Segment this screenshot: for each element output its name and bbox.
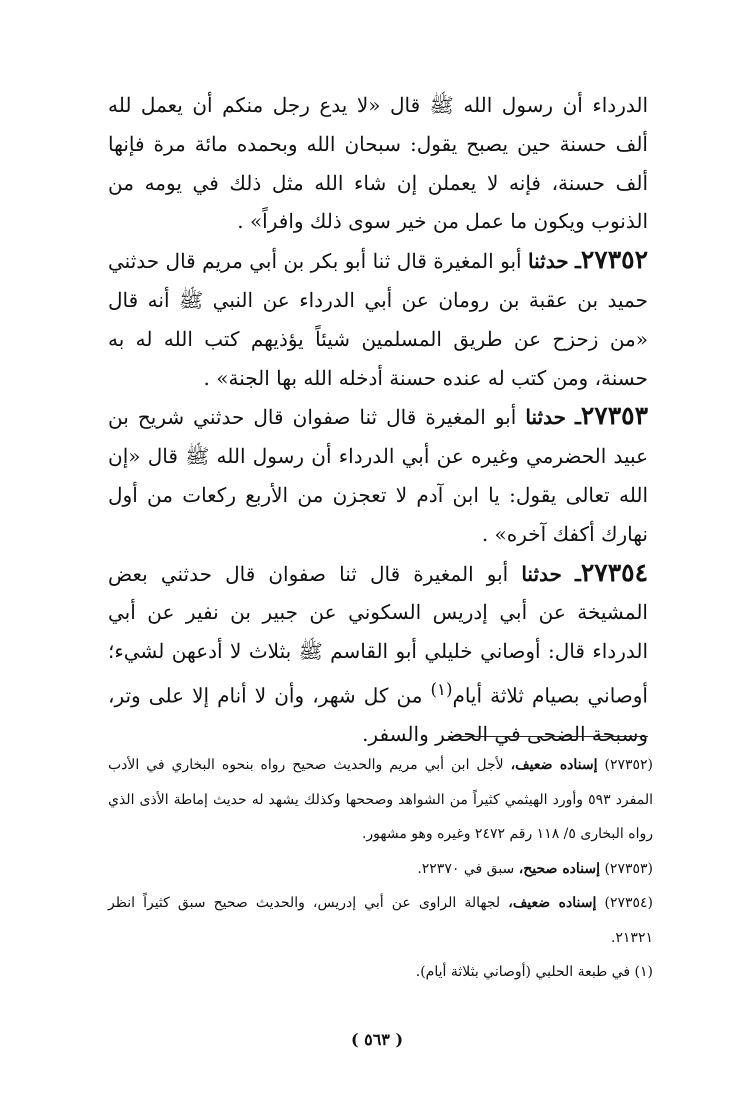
footnote-text: لجهالة الراوى عن أبي إدريس، والحديث صحيح سبق كثيراً انظر ٢١٣٢١. [108,895,653,946]
hadith-body: أبو المغيرة قال ثنا أبو بكر بن أبي مريم قال حدثني حميد بن عقبة بن رومان عن أبي الدرداء عن النبي ﷺ أنه قال «من زحزح عن طريق المسلمين شيئاً يؤذيهم كتب الله له به حسنة، ومن كتب له عنده حسنة أدخله الله بها الجنة» . [108,249,648,390]
hadith-dash: ـ [575,405,581,430]
footnote-27354 [108,886,653,955]
main-text [108,86,648,754]
footnote-ref: (١) [634,964,653,980]
hadith-27353 [108,397,648,553]
hadith-body: أبو المغيرة قال ثنا صفوان قال حدثني بعض المشيخة عن أبي إدريس السكوني عن جبير بن نفير عن أبي الدرداء قال: أوصاني خليلي أبو القاسم ﷺ بثلاث لا أدعهن لشيء؛ أوصاني بصيام ثلاثة أيام [108,561,648,708]
footnote-1 [108,955,653,990]
footnote-grading: إسناده ضعيف، [508,895,597,911]
hadith-27352 [108,241,648,397]
footnote-27352 [108,748,653,852]
hadith-number: ٢٧٣٥٢ [580,245,648,275]
hadith-body-continued: من كل شهر، وأن لا أنام إلا على وتر، وسبحة الضحى في الحضر والسفر. [108,683,648,747]
footnote-divider [448,736,648,737]
hadith-number: ٢٧٣٥٣ [580,401,648,431]
footnote-text: في طبعة الحلبي (أوصاني بثلاثة أيام). [415,964,631,980]
continued-hadith-text: الدرداء أن رسول الله ﷺ قال «لا يدع رجل منكم أن يعمل لله ألف حسنة حين يصبح يقول: سبحان الله وبحمده مائة مرة فإنها ألف حسنة، فإنه لا يعملن إن شاء الله مثل ذلك في يومه من الذنوب ويكون ما عمل من خير سوى ذلك وافراً» . [108,93,648,234]
footnote-reference: (١) [430,679,453,699]
footnote-text: سبق في ٢٢٣٧٠. [417,860,515,877]
hadith-opener: حدثنا [521,561,562,586]
footnote-ref: (٢٧٣٥٢) [604,757,654,773]
page-number: ( ٥٦٣ ) [350,1030,404,1049]
footnote-ref: (٢٧٣٥٤) [604,895,654,911]
footnote-27353 [108,852,653,887]
hadith-dash: ـ [575,561,581,586]
hadith-body: أبو المغيرة قال ثنا صفوان قال حدثني شريح بن عبيد الحضرمي وغيره عن أبي الدرداء أن رسول الله ﷺ قال «إن الله تعالى يقول: يا ابن آدم لا تعجزن من الأربع ركعات من أول نهارك أكفك آخره» . [108,405,648,546]
hadith-dash: ـ [575,249,581,274]
hadith-opener: حدثنا [528,249,569,274]
footnote-text: لأجل ابن أبي مريم والحديث صحيح رواه بنحوه البخاري في الأدب المفرد ٥٩٣ وأورد الهيثمي كثيراً من الشواهد وصححها وكذلك يشهد له حديث إماطة الأذى الذي رواه البخارى ٥/ ١١٨ رقم ٢٤٧٢ وغيره وهو مشهور. [108,757,653,842]
footnote-grading: إسناده صحيح، [518,860,600,877]
hadith-27354 [108,554,648,755]
hadith-number: ٢٧٣٥٤ [580,557,648,587]
footnote-grading: إسناده ضعيف، [510,757,598,773]
footnotes [108,748,653,990]
footnote-ref: (٢٧٣٥٣) [604,860,653,877]
hadith-opener: حدثنا [525,405,566,430]
